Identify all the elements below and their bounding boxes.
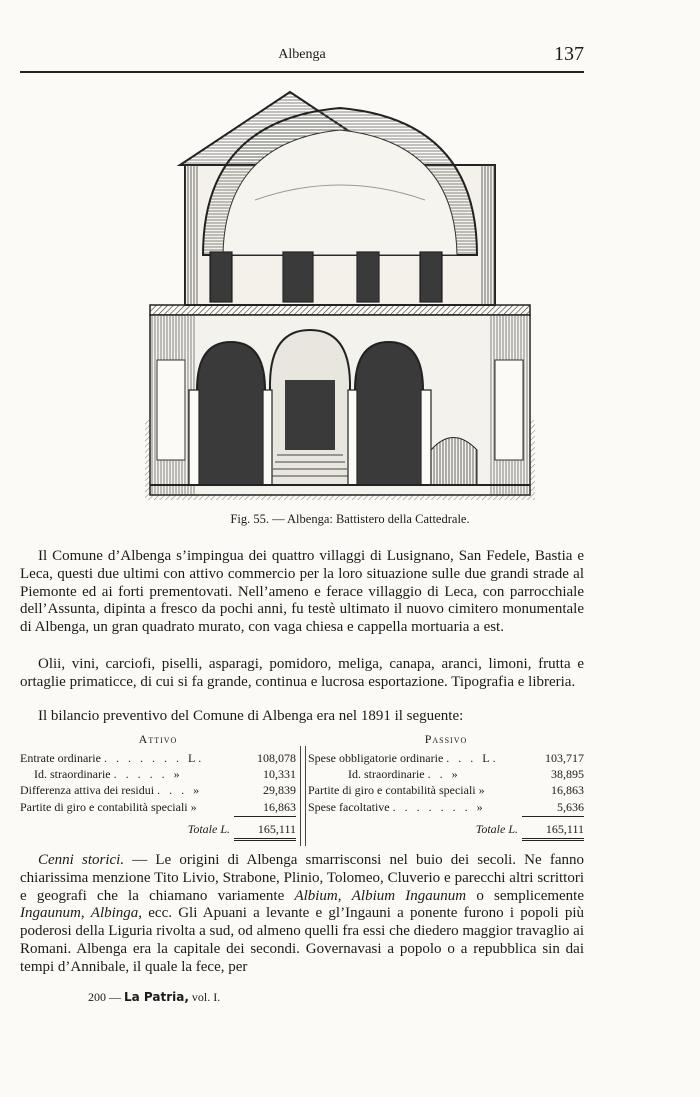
row-leader: . . . »: [157, 783, 203, 798]
row-label: Entrate ordinarie: [20, 751, 101, 765]
table-row: [308, 799, 584, 815]
table-row: [308, 782, 584, 798]
figure-caption: Fig. 55. — Albenga: Battistero della Cattedrale.: [230, 512, 470, 526]
footer-dash: —: [109, 990, 121, 1004]
text-run: , ecc. Gli Apuani a levante e gl’Ingauni a ponente furono i popoli più poderosi della Liguria rivolta a sud, od almeno quelli fra essi che diedero maggior travaglio ai Romani. Albenga era la capitale dei secondi. Governavasi a popolo o a repubblica sin dai tempi d’Annibale, il quale la fece, per: [20, 905, 584, 975]
baptistery-illustration: [145, 90, 535, 500]
volume-label: vol. I.: [191, 990, 221, 1004]
paragraph-cenni-storici: [20, 852, 584, 977]
row-amount: 10,331: [263, 767, 296, 782]
text-run: ,: [80, 905, 91, 922]
attivo-column: [20, 732, 296, 837]
running-title: Albenga: [278, 47, 326, 62]
page-header: [20, 43, 584, 67]
section-lead: Cenni storici.: [38, 852, 125, 868]
total-label: Totale L.: [187, 821, 230, 836]
table-row: [20, 782, 296, 798]
passivo-column: [308, 732, 584, 837]
paragraph: Il bilancio preventivo del Comune di Albenga era nel 1891 il seguente:: [38, 708, 464, 724]
row-label: Spese facoltative: [308, 799, 390, 814]
column-separator: [300, 746, 306, 846]
table-row: [308, 750, 584, 766]
table-row: [20, 766, 296, 782]
row-amount: 16,863: [263, 799, 296, 814]
attivo-heading: Attivo: [138, 732, 178, 746]
text-run: ,: [337, 887, 352, 904]
row-leader: »: [190, 799, 200, 814]
row-leader: . . . . . . . »: [392, 799, 486, 814]
total-amount: 165,111: [545, 821, 584, 836]
table-row: [20, 750, 296, 766]
paragraph: Olii, vini, carciofi, piselli, asparagi, pomidoro, meliga, canapa, aranci, limoni, frutta e ortaglie primaticce, di cui si fa grande, continua e lucrosa esportazione. Tipografia e libreria.: [20, 656, 584, 690]
row-leader: . . »: [427, 767, 461, 782]
row-leader: . . . . . »: [113, 767, 183, 782]
latin-name: Albium: [294, 887, 338, 904]
double-rule: [234, 838, 296, 841]
total-amount: 165,111: [257, 821, 296, 836]
row-leader: »: [478, 783, 488, 798]
row-amount: 5,636: [557, 799, 584, 814]
table-row: [20, 799, 296, 815]
table-row: [308, 766, 584, 782]
latin-name: Ingaunum: [20, 905, 81, 922]
total-label: Totale L.: [475, 821, 518, 836]
paragraph: Il Comune d’Albenga s’impingua dei quattro villaggi di Lusignano, San Fedele, Bastia e Leca, questi due ultimi con attivo commercio per la loro situazione sulle due grandi strade al Piemonte ed ai forti prementovati. Nell’ameno e ferace villaggio di Leca, con parrocchiale dell’Assunta, dipinta a fresco da pochi anni, fu testè ultimato il nuovo cimitero monumentale di Albenga, un gran quadrato murato, con vaga chiesa e cappella mortuaria a est.: [20, 548, 584, 636]
total-row: [308, 821, 584, 837]
sum-rule: [234, 816, 296, 817]
passivo-heading: Passivo: [424, 732, 468, 746]
row-label: Id. straordinarie: [34, 767, 111, 782]
row-label: Id. straordinarie: [348, 767, 425, 782]
header-rule: [20, 71, 584, 73]
latin-name: Albinga: [90, 905, 139, 922]
text-run: — Le origini di Albenga smarrisconsi nel buio dei secoli. Ne fanno chiarissima menzione Tito Livio, Strabone, Plinio, Tolomeo, Cluverio e parecchi altri scrittori e geografi che la chiamano variamente: [20, 852, 584, 904]
row-label: Differenza attiva dei residui: [20, 783, 155, 798]
total-row: [20, 821, 296, 837]
page-number: 137: [554, 43, 584, 65]
row-label: Partite di giro e contabilità speciali: [308, 783, 476, 798]
row-amount: 38,895: [551, 767, 584, 782]
row-label: Spese obbligatorie ordinarie: [308, 751, 444, 765]
row-amount: 108,078: [257, 751, 296, 765]
row-amount: 103,717: [545, 751, 584, 765]
text-run: o semplicemente: [466, 887, 584, 904]
double-rule: [522, 838, 584, 841]
row-leader: . . . L.: [446, 751, 499, 765]
row-label: Partite di giro e contabilità speciali: [20, 799, 188, 814]
sum-rule: [522, 816, 584, 817]
latin-name: Albium Ingaunum: [351, 887, 467, 904]
page-footer: [88, 990, 220, 1005]
signature-number: 200: [88, 990, 106, 1004]
row-leader: . . . . . . . L.: [103, 751, 205, 765]
row-amount: 29,839: [263, 783, 296, 798]
row-amount: 16,863: [551, 783, 584, 798]
publication-title: La Patria,: [124, 990, 189, 1004]
